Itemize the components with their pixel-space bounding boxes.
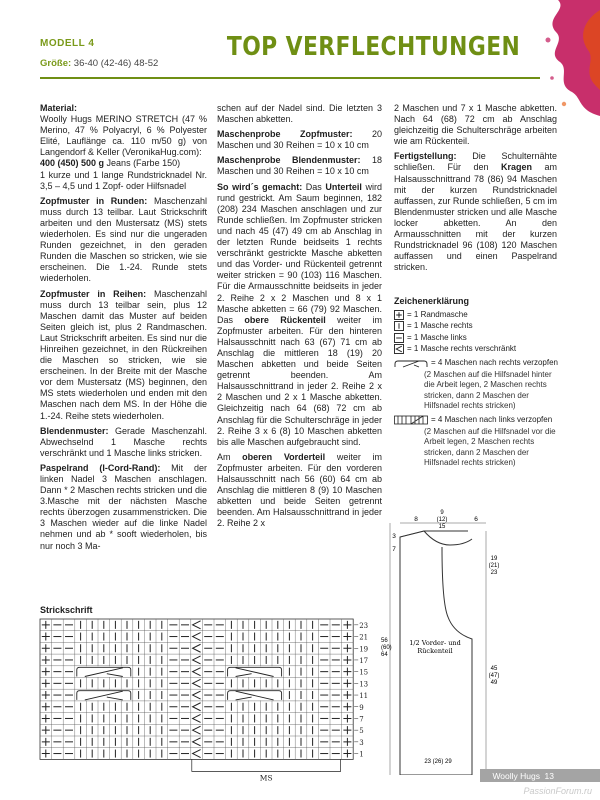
size-label: Größe: xyxy=(40,58,72,69)
text-column-3 xyxy=(394,103,557,277)
page-header xyxy=(0,0,600,84)
edge-stitch-mark xyxy=(343,656,351,664)
edge-stitch-mark xyxy=(343,703,351,711)
watermark: PassionForum.ru xyxy=(523,786,592,796)
chart-row-label: 23 xyxy=(359,621,369,630)
twisted-stitch-mark xyxy=(193,714,201,722)
text-column-2 xyxy=(217,103,382,533)
finishing-text-c: am Halsausschnittrand 78 (86) 94 Maschen mit der kurzen Rundstricknadel auffassen, zur Runde schließen, 5 cm im Blendenmuster stricken und alle Masche locker abketten. An den Armausschnitten mit der kurzen Rundstricknadel 96 (108) 120 Maschen auffassen und einen Paspelrand stricken. xyxy=(394,162,557,273)
instructions-title: So wird´s gemacht: xyxy=(217,181,303,192)
finishing-title: Fertigstellung: xyxy=(394,151,457,162)
dim-top-mid-2: (12) xyxy=(436,517,448,523)
border-pattern-paragraph xyxy=(40,426,207,459)
legend-label-edge: = 1 Randmasche xyxy=(407,309,468,319)
twisted-stitch-mark xyxy=(193,621,201,629)
material-paragraph xyxy=(40,103,207,192)
edge-stitch-mark xyxy=(42,679,50,687)
gauge-cable-text: 20 Maschen und 30 Reihen = 10 x 10 cm xyxy=(217,129,382,151)
twisted-stitch-mark xyxy=(193,750,201,758)
edge-stitch-mark xyxy=(42,726,50,734)
dim-right-upper-1: 19 xyxy=(490,556,498,562)
edge-stitch-mark xyxy=(42,668,50,676)
schematic-label-2: Rückenteil xyxy=(417,647,453,655)
size-value: 36-40 (42-46) 48-52 xyxy=(71,58,159,69)
edge-stitch-mark xyxy=(42,633,50,641)
dim-top-left: 8 xyxy=(414,516,418,523)
garment-schematic xyxy=(380,505,560,775)
edge-stitch-mark xyxy=(42,644,50,652)
pattern-rounds-text: Maschenzahl muss durch 13 teilbar. Laut Strickschrift arbeiten und den Mustersatz (MS) stets wiederholen. Es sind nur die ungeraden Runden gezeichnet, in den geraden Runden die Maschen so stricken, wie sie erscheinen. Die 1.-24. Runde stets wiederholen. xyxy=(40,195,207,284)
dim-top-mid-3: 15 xyxy=(438,524,446,530)
twisted-stitch-mark xyxy=(193,668,201,676)
chart-row-label: 11 xyxy=(359,692,369,701)
cable-right-icon xyxy=(394,358,428,368)
cable-cell-bg xyxy=(75,690,132,701)
legend-row-cross-left xyxy=(394,415,559,426)
twisted-stitch-mark xyxy=(193,644,201,652)
twisted-stitch-mark xyxy=(193,656,201,664)
icord-title: Paspelrand (I-Cord-Rand): xyxy=(40,462,161,473)
schematic-label-1: 1/2 Vorder- und xyxy=(409,639,461,647)
size-line xyxy=(40,58,158,69)
edge-stitch-mark xyxy=(343,738,351,746)
edge-stitch-mark xyxy=(42,703,50,711)
front-title: oberen Vorderteil xyxy=(242,451,326,462)
twisted-stitch-icon xyxy=(394,344,404,354)
edge-stitch-mark xyxy=(343,633,351,641)
pattern-rounds-paragraph xyxy=(40,196,207,285)
schematic-outline xyxy=(400,547,472,775)
pattern-rows-paragraph xyxy=(40,289,207,422)
edge-stitch-icon xyxy=(394,310,404,320)
dim-left-3: 3 xyxy=(392,533,396,540)
dim-top-right: 6 xyxy=(474,516,478,523)
dim-left-mid-2: (60) xyxy=(381,645,392,651)
edge-stitch-mark xyxy=(42,621,50,629)
twisted-stitch-mark xyxy=(193,726,201,734)
edge-stitch-mark xyxy=(343,691,351,699)
gauge-border-text: 18 Maschen und 30 Reihen = 10 x 10 cm xyxy=(217,155,383,177)
edge-stitch-mark xyxy=(343,750,351,758)
twisted-stitch-mark xyxy=(193,679,201,687)
repeat-bracket xyxy=(192,759,341,771)
chart-title: Strickschrift xyxy=(40,605,93,615)
legend-label-cross-right: = 4 Maschen nach rechts verzopfen xyxy=(431,357,558,367)
front-text-a: Am xyxy=(217,451,243,462)
twisted-stitch-mark xyxy=(193,691,201,699)
legend-row-cross-right xyxy=(394,358,559,369)
gauge-border-paragraph xyxy=(217,155,382,177)
legend-row-purl xyxy=(394,333,559,344)
edge-stitch-mark xyxy=(343,714,351,722)
instructions-text-e: weiter im Zopfmuster arbeiten. Für den hinteren Halsausschnitt nach 63 (67) 71 cm ab Anschlag die mittleren 18 (19) 20 Maschen abketten und beide Seiten getrennt beenden. Am Halsausschnittrand in jeder 2. Reihe 2 x 2 Maschen und 2 x 1 Masche abketten. Gleichzeitig nach 64 (68) 72 cm ab Anschlag für die Schulterschräge in jeder 2. Reihe 3 x 6 (8) 10 Maschen abketten bis alle Maschen aufgebraucht sind. xyxy=(217,314,382,447)
twisted-stitch-mark xyxy=(193,633,201,641)
pattern-rounds-title: Zopfmuster in Runden: xyxy=(40,195,148,206)
repeat-label: MS xyxy=(259,773,273,782)
text-column-1 xyxy=(40,103,207,556)
edge-stitch-mark xyxy=(42,691,50,699)
gauge-cable-paragraph xyxy=(217,129,382,151)
border-pattern-text: Gerade Maschenzahl. Abwechselnd 1 Masche rechts verschränkt und 1 Masche links stricken. xyxy=(40,425,207,458)
footer-brand: Woolly Hugs xyxy=(492,771,540,781)
dim-right-lower-1: 45 xyxy=(490,666,498,672)
ink-splash-decoration xyxy=(538,0,600,120)
material-color: Jeans (Farbe 150) xyxy=(104,158,181,169)
chart-row-label: 3 xyxy=(359,738,364,747)
front-continued: 2 Maschen und 7 x 1 Masche abketten. Nach 64 (68) 72 cm ab Anschlag gleichzeitig die Schulterschräge arbeiten wie am Rückenteil. xyxy=(394,103,557,147)
chart-row-label: 19 xyxy=(359,645,369,654)
edge-stitch-mark xyxy=(343,668,351,676)
material-amount: 400 (450) 500 g xyxy=(40,158,105,169)
legend-label-purl: = 1 Masche links xyxy=(407,332,467,342)
gauge-cable-title: Maschenprobe Zopfmuster: xyxy=(217,129,353,140)
twisted-stitch-mark xyxy=(193,738,201,746)
edge-stitch-mark xyxy=(343,726,351,734)
twisted-stitch-mark xyxy=(193,703,201,711)
chart-row-label: 9 xyxy=(359,703,364,712)
edge-stitch-mark xyxy=(343,679,351,687)
front-paragraph xyxy=(217,452,382,530)
dim-left-mid-3: 64 xyxy=(381,652,388,658)
edge-stitch-mark xyxy=(343,644,351,652)
edge-stitch-mark xyxy=(42,738,50,746)
model-label: MODELL 4 xyxy=(40,38,95,49)
icord-text: Mit der linken Nadel 3 Maschen anschlagen. Dann * 2 Maschen rechts stricken und die 3.Masche mit der nächsten Masche rechts überzogen zusammenstricken. Die 3 Maschen wieder auf die linke Nadel nehmen und ab * sooft wiederholen, bis nur noch 3 Ma- xyxy=(40,462,207,551)
symbol-legend xyxy=(394,296,559,471)
knitting-chart xyxy=(38,617,378,782)
finishing-paragraph xyxy=(394,151,557,273)
dim-top-mid-1: 9 xyxy=(440,510,444,516)
legend-title: Zeichenerklärung xyxy=(394,296,470,306)
icord-continued: schen auf der Nadel sind. Die letzten 3 Maschen abketten. xyxy=(217,103,382,125)
pattern-rows-text: Maschenzahl muss durch 13 teilbar sein, plus 12 Maschen damit das Muster auf beiden Seiten gleich ist, plus 2 Randmaschen. Laut Strickschrift arbeiten. Es sind nur die Hinreihen gezeichnet, in den Rückreihen die Maschen so stricken, wie sie erscheinen. In der Breite mit der Masche vor dem Mustersatz (MS) beginnen, den MS stets wiederholen und enden mit den Maschen nach dem MS. In der Höhe die 1.-24. Reihe stets wiederholen. xyxy=(40,288,207,421)
cable-left-icon xyxy=(394,415,428,425)
instructions-text-a: Das xyxy=(302,181,326,192)
gauge-border-title: Maschenprobe Blendenmuster: xyxy=(217,155,361,166)
knit-stitch-icon xyxy=(394,321,404,331)
legend-label-twisted: = 1 Masche rechts verschränkt xyxy=(407,344,517,354)
purl-stitch-icon xyxy=(394,333,404,343)
finishing-text-a: Die Schulternähte schließen. Für den xyxy=(394,151,557,173)
legend-row-edge xyxy=(394,310,559,321)
legend-label-knit: = 1 Masche rechts xyxy=(407,321,473,331)
chart-row-label: 13 xyxy=(359,680,369,689)
instructions-paragraph xyxy=(217,182,382,448)
material-needles: 1 kurze und 1 lange Rundstricknadel Nr. 3,5 – 4,5 und 1 Zopf- oder Hilfsnadel xyxy=(40,169,207,191)
chart-row-label: 17 xyxy=(359,656,369,665)
edge-stitch-mark xyxy=(42,656,50,664)
dim-right-lower-2: (47) xyxy=(488,673,500,679)
dim-left-mid-1: 56 xyxy=(381,638,388,644)
legend-row-knit xyxy=(394,321,559,332)
edge-stitch-mark xyxy=(343,621,351,629)
dim-right-upper-2: (21) xyxy=(488,563,500,569)
front-text-c: weiter im Zopfmuster arbeiten. Für den vorderen Halsausschnitt nach 56 (60) 64 cm ab Anschlag die mittleren 8 (9) 10 Maschen abketten und beide Seiten getrennt beenden. Am Halsausschnittrand in jeder 2. Reihe 2 x xyxy=(217,451,382,529)
edge-stitch-mark xyxy=(42,750,50,758)
legend-desc-cross-left: (2 Maschen auf die Hilfsnadel vor die Arbeit legen, 2 Maschen rechts stricken, dann 2 Maschen der Hilfsnadel rechts stricken) xyxy=(424,426,556,468)
page-number: 13 xyxy=(544,771,554,781)
edge-stitch-mark xyxy=(42,714,50,722)
instructions-text-c: wird rund gestrickt. Am Saum beginnen, 182 (208) 234 Maschen anschlagen und zur Runde schließen. Im Zopfmuster stricken und nach 45 (47) 49 cm ab Anschlag in der letzten Runde beidseits 1 rechts verschränkt gestrickte Masche abketten und das Vorder- und Rückenteil getrennt weiter stricken = 90 (103) 116 Maschen. Für die Armausschnitte beidseits in jeder 2. Reihe 2 x 2 Maschen und 8 x 1 Masche abketten = 66 (79) 92 Maschen. Das xyxy=(217,181,382,325)
chart-row-label: 15 xyxy=(359,668,369,677)
legend-desc-cross-right: (2 Maschen auf die Hilfsnadel hinter die Arbeit legen, 2 Maschen rechts stricken, dann 2 Maschen der Hilfsnadel rechts stricken) xyxy=(424,369,552,411)
schematic-shoulder xyxy=(400,531,472,547)
cable-cell-bg xyxy=(226,666,283,677)
page-title: TOP VERFLECHTUNGEN xyxy=(226,32,520,62)
chart-row-label: 5 xyxy=(359,727,364,736)
icord-paragraph xyxy=(40,463,207,552)
dim-right-upper-3: 23 xyxy=(490,570,498,576)
dim-right-lower-3: 49 xyxy=(490,680,498,686)
chart-row-label: 1 xyxy=(359,750,364,759)
dim-left-7: 7 xyxy=(392,546,396,553)
material-text: Woolly Hugs MERINO STRETCH (47 % Merino, 47 % Polyacryl, 6 % Polyester Elité, Lauflänge ca. 110 m/50 g) von Langendorf & Keller (VeronikaHug.com): xyxy=(40,114,207,158)
border-pattern-title: Blendenmuster: xyxy=(40,425,109,436)
instructions-upper-back: obere Rückenteil xyxy=(244,314,326,325)
finishing-collar: Kragen xyxy=(500,162,532,173)
cable-cell-bg xyxy=(75,666,132,677)
instructions-lower-part: Unterteil xyxy=(325,181,362,192)
cable-cell-bg xyxy=(226,690,283,701)
dim-bottom: 23 (26) 29 xyxy=(424,759,452,765)
header-divider xyxy=(40,77,540,79)
schematic-shoulder-line xyxy=(400,531,468,537)
chart-row-label: 7 xyxy=(359,715,364,724)
pattern-rows-title: Zopfmuster in Reihen: xyxy=(40,288,147,299)
legend-row-twisted xyxy=(394,344,559,355)
chart-row-label: 21 xyxy=(359,633,369,642)
legend-label-cross-left: = 4 Maschen nach links verzopfen xyxy=(431,414,553,424)
material-title: Material: xyxy=(40,103,78,113)
